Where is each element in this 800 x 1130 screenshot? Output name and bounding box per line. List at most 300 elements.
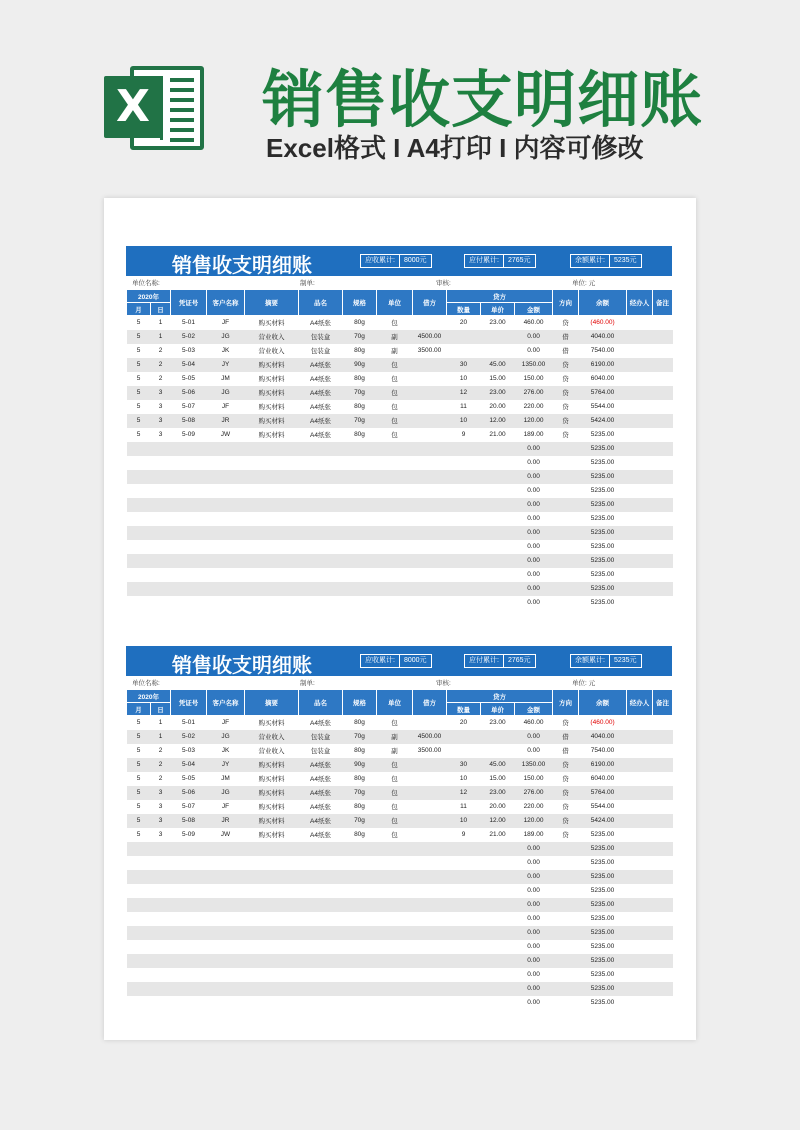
quantity-cell [447, 870, 481, 884]
day-cell: 1 [151, 316, 171, 330]
handler-header: 经办人 [627, 290, 653, 316]
day-cell [151, 842, 171, 856]
balance-cell: 5544.00 [579, 800, 627, 814]
quantity-cell: 10 [447, 772, 481, 786]
quantity-cell [447, 898, 481, 912]
day-cell [151, 996, 171, 1010]
balance-total-box [570, 654, 642, 668]
client-cell [207, 540, 245, 554]
unit-cell [377, 954, 413, 968]
receivable-total-value: 8000元 [399, 255, 431, 267]
quantity-cell: 20 [447, 316, 481, 330]
client-cell [207, 842, 245, 856]
table-row [127, 498, 673, 512]
unit-cell: 副 [377, 344, 413, 358]
voucher-cell: 5-05 [171, 772, 207, 786]
summary-cell [245, 982, 299, 996]
month-cell: 5 [127, 386, 151, 400]
unit-cell [377, 842, 413, 856]
ledger-table [126, 289, 673, 610]
spec-cell [343, 596, 377, 610]
quantity-cell [447, 884, 481, 898]
day-cell [151, 498, 171, 512]
table-row [127, 330, 673, 344]
spec-cell: 70g [343, 330, 377, 344]
table-row [127, 996, 673, 1010]
month-cell [127, 484, 151, 498]
summary-cell [245, 582, 299, 596]
logo-letter: X [104, 76, 162, 138]
price-cell [481, 744, 515, 758]
spec-cell [343, 982, 377, 996]
direction-cell [553, 884, 579, 898]
day-cell [151, 954, 171, 968]
voucher-header: 凭证号 [171, 290, 207, 316]
ledger-table [126, 689, 673, 1010]
handler-cell [627, 926, 653, 940]
amount-cell: 120.00 [515, 814, 553, 828]
unit-cell [377, 442, 413, 456]
debit-cell [413, 400, 447, 414]
unit-cell [377, 870, 413, 884]
remark-cell [653, 372, 673, 386]
spec-cell [343, 526, 377, 540]
amount-cell: 0.00 [515, 884, 553, 898]
amount-cell: 150.00 [515, 372, 553, 386]
balance-cell: 5235.00 [579, 996, 627, 1010]
voucher-cell [171, 526, 207, 540]
direction-cell [553, 484, 579, 498]
product-cell: A4纸张 [299, 786, 343, 800]
balance-cell: 6190.00 [579, 758, 627, 772]
receivable-total-label: 应收累计: [365, 257, 395, 264]
balance-cell: 5235.00 [579, 926, 627, 940]
table-row [127, 772, 673, 786]
remark-cell [653, 954, 673, 968]
direction-cell [553, 470, 579, 484]
balance-cell: 5235.00 [579, 954, 627, 968]
day-cell: 3 [151, 386, 171, 400]
amount-cell: 0.00 [515, 484, 553, 498]
amount-cell: 220.00 [515, 400, 553, 414]
day-cell [151, 568, 171, 582]
debit-cell [413, 996, 447, 1010]
month-cell [127, 512, 151, 526]
day-cell: 2 [151, 772, 171, 786]
voucher-cell: 5-04 [171, 758, 207, 772]
debit-cell [413, 842, 447, 856]
direction-cell: 贷 [553, 372, 579, 386]
price-cell [481, 996, 515, 1010]
unit-header: 单位 [377, 290, 413, 316]
day-cell: 3 [151, 828, 171, 842]
direction-cell [553, 982, 579, 996]
price-cell: 21.00 [481, 428, 515, 442]
direction-cell: 贷 [553, 716, 579, 730]
product-cell: A4纸张 [299, 316, 343, 330]
debit-cell [413, 772, 447, 786]
product-cell [299, 996, 343, 1010]
balance-cell: 5235.00 [579, 582, 627, 596]
price-cell [481, 512, 515, 526]
product-cell: 包装盒 [299, 344, 343, 358]
spec-cell: 90g [343, 758, 377, 772]
product-cell [299, 898, 343, 912]
unit-cell: 包 [377, 814, 413, 828]
amount-cell: 0.00 [515, 568, 553, 582]
spec-cell: 80g [343, 428, 377, 442]
table-row [127, 526, 673, 540]
ledger-sheet-2 [126, 646, 672, 1010]
amount-cell: 220.00 [515, 800, 553, 814]
balance-cell: 5235.00 [579, 842, 627, 856]
spec-cell: 70g [343, 786, 377, 800]
sheet-title: 销售收支明细账 [172, 255, 312, 277]
product-cell: A4纸张 [299, 814, 343, 828]
amount-cell: 0.00 [515, 554, 553, 568]
client-cell: JM [207, 372, 245, 386]
table-row [127, 386, 673, 400]
table-row [127, 484, 673, 498]
debit-cell [413, 456, 447, 470]
unit-cell [377, 526, 413, 540]
price-cell [481, 898, 515, 912]
price-cell [481, 456, 515, 470]
table-row [127, 456, 673, 470]
amount-cell: 0.00 [515, 898, 553, 912]
product-cell [299, 940, 343, 954]
amount-cell: 0.00 [515, 926, 553, 940]
handler-cell [627, 512, 653, 526]
direction-cell: 借 [553, 344, 579, 358]
direction-cell: 贷 [553, 828, 579, 842]
price-cell [481, 568, 515, 582]
amount-cell: 0.00 [515, 330, 553, 344]
balance-cell: 5235.00 [579, 526, 627, 540]
product-cell [299, 596, 343, 610]
quantity-cell [447, 596, 481, 610]
amount-cell: 189.00 [515, 828, 553, 842]
summary-cell [245, 470, 299, 484]
amount-cell: 460.00 [515, 716, 553, 730]
summary-cell: 营业收入 [245, 744, 299, 758]
voucher-cell [171, 856, 207, 870]
price-cell [481, 596, 515, 610]
product-cell [299, 982, 343, 996]
direction-cell [553, 456, 579, 470]
amount-cell: 120.00 [515, 414, 553, 428]
unit-cell [377, 856, 413, 870]
handler-cell [627, 344, 653, 358]
direction-cell: 贷 [553, 358, 579, 372]
quantity-cell: 9 [447, 428, 481, 442]
unit-cell: 包 [377, 400, 413, 414]
client-cell [207, 926, 245, 940]
price-cell [481, 730, 515, 744]
day-cell: 1 [151, 730, 171, 744]
summary-cell: 购买材料 [245, 800, 299, 814]
voucher-cell: 5-05 [171, 372, 207, 386]
table-row [127, 568, 673, 582]
page-title: 销售收支明细账 [262, 66, 704, 135]
client-cell: JW [207, 428, 245, 442]
month-cell [127, 954, 151, 968]
client-cell [207, 884, 245, 898]
balance-cell: 5235.00 [579, 940, 627, 954]
unit-cell: 副 [377, 744, 413, 758]
handler-cell [627, 940, 653, 954]
table-row [127, 716, 673, 730]
spec-cell [343, 442, 377, 456]
product-cell: A4纸张 [299, 400, 343, 414]
product-cell: 包装盒 [299, 744, 343, 758]
remark-cell [653, 456, 673, 470]
product-cell [299, 512, 343, 526]
handler-cell [627, 884, 653, 898]
voucher-cell: 5-02 [171, 330, 207, 344]
voucher-cell [171, 568, 207, 582]
table-row [127, 344, 673, 358]
handler-cell [627, 758, 653, 772]
balance-cell: 5235.00 [579, 512, 627, 526]
client-cell [207, 954, 245, 968]
balance-cell: 4040.00 [579, 730, 627, 744]
price-cell [481, 842, 515, 856]
quantity-cell [447, 996, 481, 1010]
month-cell: 5 [127, 716, 151, 730]
debit-cell [413, 484, 447, 498]
table-row [127, 730, 673, 744]
table-row [127, 540, 673, 554]
year-header: 2020年 [127, 290, 171, 303]
debit-header: 借方 [413, 290, 447, 316]
remark-cell [653, 828, 673, 842]
unit-cell: 包 [377, 800, 413, 814]
direction-header: 方向 [553, 290, 579, 316]
remark-cell [653, 344, 673, 358]
table-row [127, 596, 673, 610]
handler-cell [627, 982, 653, 996]
spec-cell: 80g [343, 800, 377, 814]
currency-unit-label: 单位: 元 [572, 680, 596, 687]
handler-cell [627, 596, 653, 610]
handler-cell [627, 968, 653, 982]
spec-cell [343, 540, 377, 554]
product-cell: A4纸张 [299, 372, 343, 386]
debit-cell [413, 316, 447, 330]
debit-cell [413, 372, 447, 386]
amount-cell: 276.00 [515, 786, 553, 800]
remark-cell [653, 400, 673, 414]
product-cell [299, 456, 343, 470]
table-row [127, 828, 673, 842]
month-cell: 5 [127, 330, 151, 344]
summary-header: 摘要 [245, 290, 299, 316]
remark-cell [653, 316, 673, 330]
month-cell [127, 498, 151, 512]
month-header: 月 [127, 703, 151, 716]
quantity-cell [447, 968, 481, 982]
remark-cell [653, 540, 673, 554]
sheet-titlebar [126, 646, 672, 676]
table-row [127, 800, 673, 814]
summary-cell: 购买材料 [245, 758, 299, 772]
day-cell [151, 526, 171, 540]
debit-cell [413, 526, 447, 540]
summary-cell: 购买材料 [245, 716, 299, 730]
spec-cell: 80g [343, 344, 377, 358]
balance-header: 余额 [579, 290, 627, 316]
debit-cell: 4500.00 [413, 730, 447, 744]
summary-cell: 购买材料 [245, 814, 299, 828]
client-cell: JG [207, 386, 245, 400]
amount-cell: 1350.00 [515, 358, 553, 372]
summary-cell [245, 568, 299, 582]
price-cell: 23.00 [481, 316, 515, 330]
debit-cell [413, 954, 447, 968]
unit-cell: 包 [377, 372, 413, 386]
product-cell: A4纸张 [299, 758, 343, 772]
summary-cell [245, 856, 299, 870]
maker-label: 制单: [300, 680, 315, 687]
quantity-cell: 20 [447, 716, 481, 730]
month-cell [127, 982, 151, 996]
day-cell: 3 [151, 800, 171, 814]
payable-total-box [464, 254, 536, 268]
balance-cell: 6040.00 [579, 372, 627, 386]
client-cell: JG [207, 730, 245, 744]
balance-cell: 7540.00 [579, 344, 627, 358]
direction-cell [553, 954, 579, 968]
direction-cell: 借 [553, 744, 579, 758]
price-cell: 23.00 [481, 386, 515, 400]
remark-cell [653, 716, 673, 730]
remark-cell [653, 470, 673, 484]
table-row [127, 786, 673, 800]
spec-cell: 70g [343, 414, 377, 428]
client-cell [207, 856, 245, 870]
remark-cell [653, 758, 673, 772]
day-cell [151, 856, 171, 870]
product-cell [299, 912, 343, 926]
day-cell: 2 [151, 358, 171, 372]
direction-cell: 借 [553, 330, 579, 344]
credit-header: 贷方 [447, 290, 553, 303]
amount-cell: 0.00 [515, 842, 553, 856]
remark-cell [653, 730, 673, 744]
debit-cell [413, 414, 447, 428]
month-cell: 5 [127, 316, 151, 330]
voucher-cell [171, 898, 207, 912]
month-cell [127, 470, 151, 484]
month-cell [127, 856, 151, 870]
handler-cell [627, 554, 653, 568]
day-cell [151, 982, 171, 996]
spec-cell: 90g [343, 358, 377, 372]
amount-cell: 0.00 [515, 744, 553, 758]
price-cell [481, 870, 515, 884]
ledger-body [127, 716, 673, 1010]
client-cell [207, 498, 245, 512]
client-cell: JG [207, 330, 245, 344]
month-cell: 5 [127, 786, 151, 800]
remark-cell [653, 856, 673, 870]
price-cell [481, 442, 515, 456]
amount-cell: 0.00 [515, 344, 553, 358]
spec-header: 规格 [343, 290, 377, 316]
debit-cell [413, 568, 447, 582]
debit-cell [413, 800, 447, 814]
table-row [127, 582, 673, 596]
month-cell: 5 [127, 800, 151, 814]
debit-cell [413, 912, 447, 926]
price-cell [481, 540, 515, 554]
client-cell [207, 568, 245, 582]
balance-cell: 5235.00 [579, 442, 627, 456]
price-cell [481, 330, 515, 344]
remark-cell [653, 800, 673, 814]
remark-cell [653, 596, 673, 610]
remark-cell [653, 898, 673, 912]
spec-header: 规格 [343, 690, 377, 716]
client-cell: JF [207, 316, 245, 330]
table-row [127, 954, 673, 968]
month-cell [127, 526, 151, 540]
table-row [127, 814, 673, 828]
quantity-cell [447, 470, 481, 484]
unit-cell: 包 [377, 316, 413, 330]
day-cell [151, 596, 171, 610]
amount-cell: 0.00 [515, 996, 553, 1010]
debit-cell [413, 786, 447, 800]
month-cell [127, 996, 151, 1010]
day-cell [151, 940, 171, 954]
price-cell: 45.00 [481, 358, 515, 372]
direction-header: 方向 [553, 690, 579, 716]
price-cell: 45.00 [481, 758, 515, 772]
day-cell [151, 456, 171, 470]
debit-cell [413, 758, 447, 772]
quantity-header: 数量 [447, 703, 481, 716]
balance-cell: 5544.00 [579, 400, 627, 414]
client-cell: JY [207, 358, 245, 372]
summary-cell: 购买材料 [245, 372, 299, 386]
month-cell [127, 582, 151, 596]
price-cell [481, 884, 515, 898]
day-cell [151, 540, 171, 554]
product-cell [299, 526, 343, 540]
unit-cell [377, 456, 413, 470]
balance-cell: 6190.00 [579, 358, 627, 372]
remark-cell [653, 996, 673, 1010]
remark-cell [653, 786, 673, 800]
voucher-cell [171, 968, 207, 982]
summary-cell [245, 456, 299, 470]
amount-cell: 0.00 [515, 940, 553, 954]
direction-cell [553, 540, 579, 554]
voucher-cell [171, 512, 207, 526]
client-cell: JY [207, 758, 245, 772]
spec-cell [343, 484, 377, 498]
balance-cell: 5235.00 [579, 898, 627, 912]
product-cell [299, 582, 343, 596]
summary-cell: 购买材料 [245, 358, 299, 372]
unit-cell [377, 540, 413, 554]
client-cell [207, 870, 245, 884]
amount-cell: 189.00 [515, 428, 553, 442]
debit-cell [413, 386, 447, 400]
excel-logo-icon [104, 62, 204, 154]
